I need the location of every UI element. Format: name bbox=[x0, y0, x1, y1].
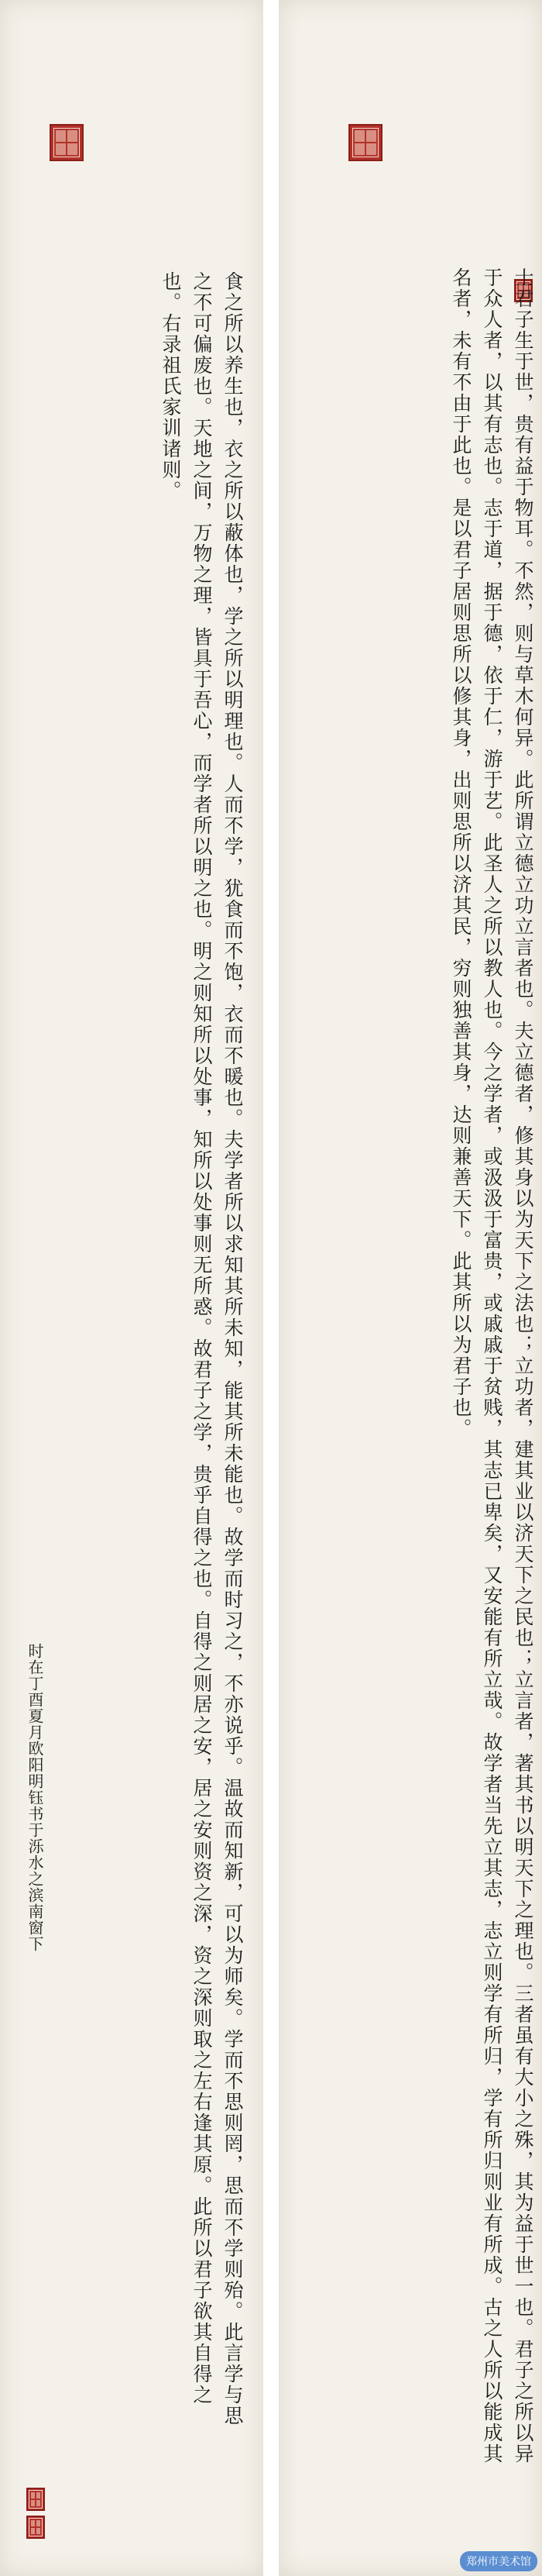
panel-gap bbox=[263, 0, 279, 2576]
left-calligraphy-text: 食之所以养生也，衣之所以蔽体也，学之所以明理也。人而不学，犹食而不饱，衣而不暖也。夫学者所以求知其所未知，能其所未能也。故学而时习之，不亦说乎。温故而知新，可以为师矣。学而不思则罔，思而不学则殆。此言学与思之不可偏废也。天地之间，万物之理，皆具于吾心，而学者所以明之也。明之则知所以处事，知所以处事则无所惑。故君子之学，贵乎自得之也。自得之则居之安，居之安则资之深，资之深则取之左右逢其原。此所以君子欲其自得之也。右录祖氏家训诸则。 bbox=[160, 271, 244, 2426]
artist-signature: 时在丁酉夏月欧阳明钰书于泺水之滨南窗下 bbox=[26, 1643, 44, 1952]
right-top-seal bbox=[348, 124, 382, 161]
signature-seal-1 bbox=[26, 2488, 45, 2511]
museum-watermark: 郑州市美术馆 bbox=[460, 2551, 537, 2571]
right-calligraphy-text: 士君子生于世，贵有益于物耳。不然，则与草木何异。此所谓立德立功立言者也。夫立德者，修其身以为天下之法也；立功者，建其业以济天下之民也；立言者，著其书以明天下之理也。三者虽有大小之殊，其为益于世一也。君子之所以异于众人者，以其有志也。志于道，据于德，依于仁，游于艺。此圣人之所以教人也。今之学者，或汲汲于富贵，或戚戚于贫贱，其志已卑矣，又安能有所立哉。故学者当先立其志，志立则学有所归，学有所归则业有所成。古之人所以能成其名者，未有不由于此也。是以君子居则思所以修其身，出则思所以济其民，穷则独善其身，达则兼善天下。此其所以为君子也。 bbox=[450, 267, 534, 2464]
signature-seal-2 bbox=[26, 2516, 45, 2539]
left-top-seal bbox=[50, 124, 84, 161]
